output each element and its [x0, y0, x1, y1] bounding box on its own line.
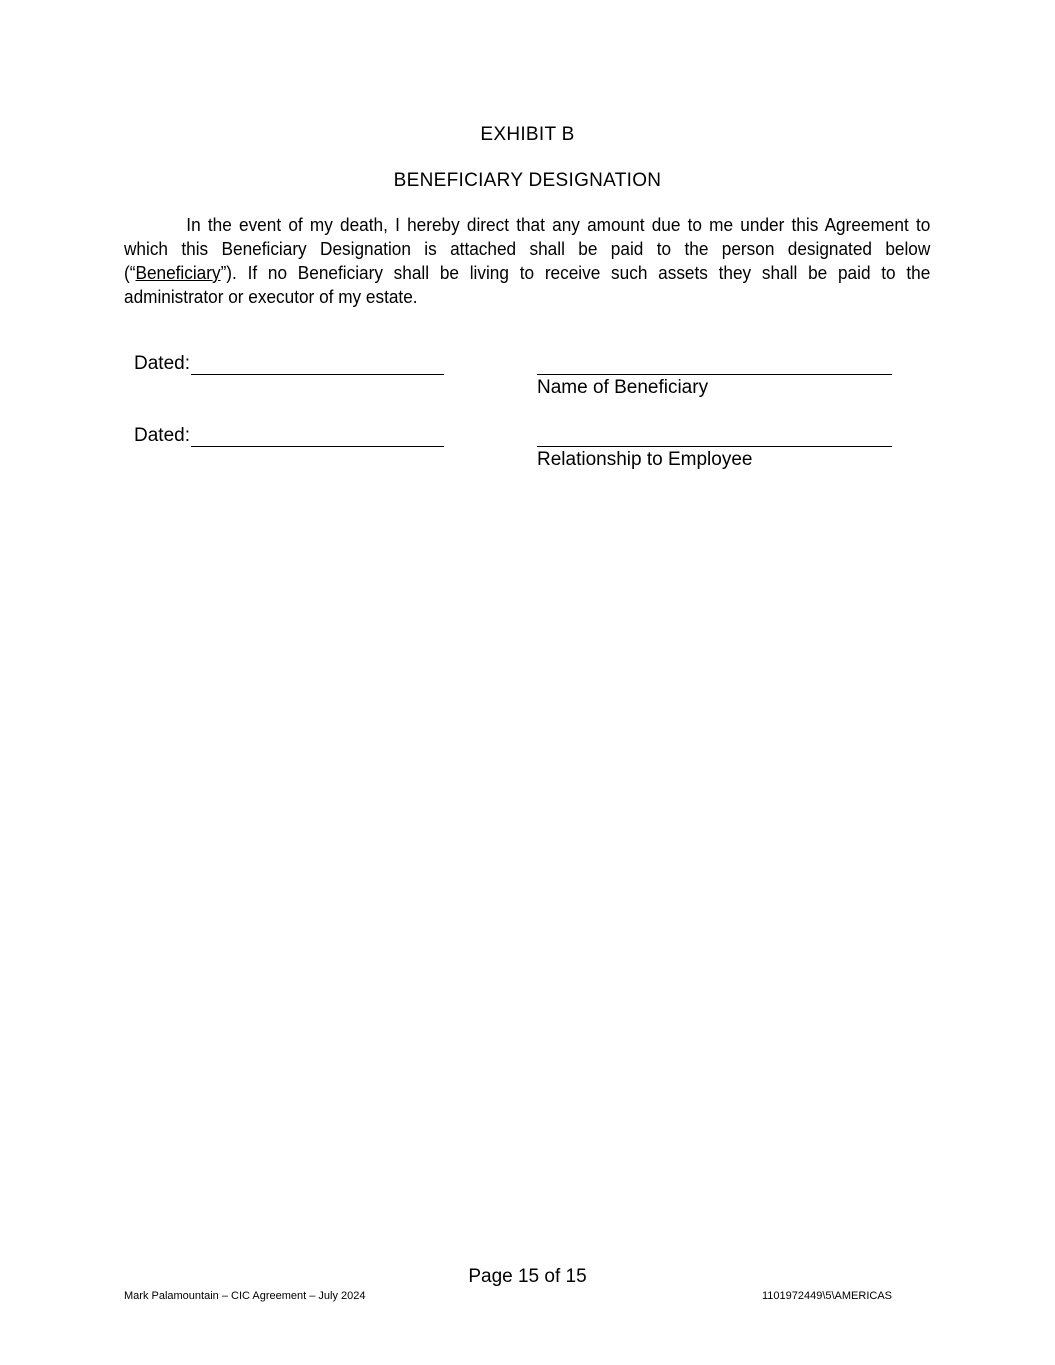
dated-blank-line[interactable] [191, 428, 444, 447]
paragraph-text-part1: In the event of my death, I hereby direct that any amount due to me under this Agreement to which this Beneficiary Designation is attached shall be paid to the person designated below (“ [124, 214, 931, 283]
designation-title: BENEFICIARY DESIGNATION [393, 170, 662, 191]
defined-term-beneficiary: Beneficiary [135, 262, 221, 283]
relationship-label: Relationship to Employee [537, 449, 753, 470]
exhibit-title: EXHIBIT B [480, 124, 575, 145]
beneficiary-name-line[interactable] [537, 374, 892, 375]
dated-blank-line[interactable] [191, 356, 444, 375]
footer-document-id: 1101972449\5\AMERICAS [761, 1290, 892, 1302]
page-number: Page 15 of 15 [468, 1266, 587, 1287]
dated-label: Dated: [134, 425, 190, 446]
dated-label: Dated: [134, 353, 190, 374]
dated-field-1 [134, 353, 444, 375]
relationship-line[interactable] [537, 446, 892, 447]
paragraph-text-part2: ”). If no Beneficiary shall be living to receive such assets they shall be paid to the administrator or executor of my estate. [124, 262, 931, 307]
footer-document-title: Mark Palamountain – CIC Agreement – July 2024 [124, 1290, 366, 1302]
dated-field-2 [134, 425, 444, 447]
beneficiary-name-label: Name of Beneficiary [537, 377, 709, 398]
beneficiary-paragraph [124, 213, 930, 309]
